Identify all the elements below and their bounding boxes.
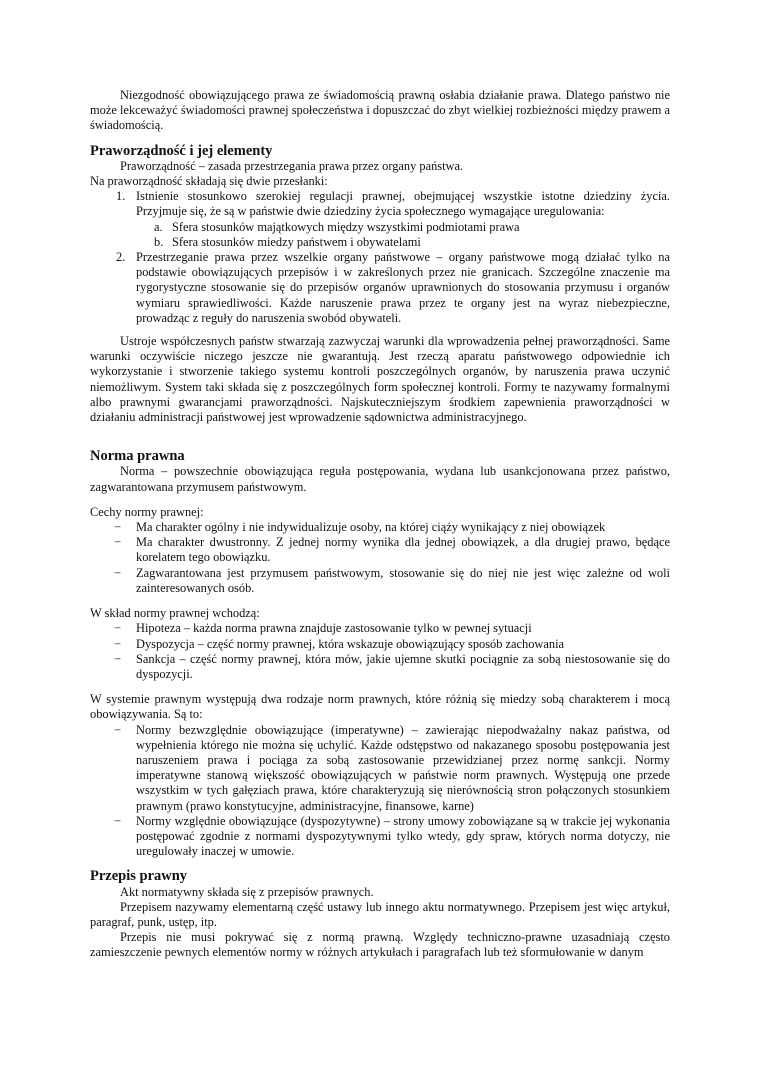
dash-bullet: − (114, 565, 121, 580)
intro-paragraph: Niezgodność obowiązującego prawa ze świadomością prawną osłabia działanie prawa. Dlatego państwo nie może lekceważyć świadomości prawnej społeczeństwa i dopuszczać do zbyt wielkiej rozbieżności między prawem a świadomością. (90, 88, 670, 133)
features-lead: Cechy normy prawnej: (90, 504, 204, 519)
parts-list (90, 621, 670, 682)
feature-text: Zagwarantowana jest przymusem państwowym, stosowanie się do niej nie jest więc zależne od woli zainteresowanych osób. (136, 565, 670, 595)
types-lead: W systemie prawnym występują dwa rodzaje norm prawnych, które różnią się miedzy sobą charakterem i mocą obowiązywania. Są to: (90, 692, 670, 722)
heading-praworzadnosc: Praworządność i jej elementy (90, 142, 273, 159)
przepis-paragraph-1: Akt normatywny składa się z przepisów prawnych. (120, 884, 374, 899)
document-page (90, 88, 670, 961)
dash-bullet: − (114, 651, 121, 666)
premise-number: 2. (116, 250, 126, 265)
sphere-item (90, 220, 670, 235)
type-text: Normy względnie obowiązujące (dyspozytywne) – strony umowy zobowiązane są w trakcie jej wykonania postępować zgodnie z normami dyspozytywnymi tylko wtedy, gdy spraw, których norma dotyczy, nie uregulowały inaczej w umowie. (136, 813, 670, 859)
dash-bullet: − (114, 621, 121, 636)
types-list (90, 723, 670, 860)
przepis-paragraph-2: Przepisem nazywamy elementarną część ustawy lub innego aktu normatywnego. Przepisem jest więc artykuł, paragraf, punk, ustęp, itp. (90, 899, 670, 929)
feature-item (90, 535, 670, 565)
parts-lead: W skład normy prawnej wchodzą: (90, 606, 260, 621)
dash-bullet: − (114, 520, 121, 535)
premise-number: 1. (116, 189, 126, 204)
part-text: Hipoteza – każda norma prawna znajduje zastosowanie tylko w pewnej sytuacji (136, 621, 532, 636)
heading-przepis-prawny: Przepis prawny (90, 868, 188, 885)
part-item (90, 637, 670, 652)
part-text: Dyspozycja – część normy prawnej, która wskazuje obowiązujący sposób zachowania (136, 636, 565, 651)
ustroje-paragraph: Ustroje współczesnych państw stwarzają zazwyczaj warunki dla wprowadzenia pełnej praworządności. Same warunki oczywiście niczego jeszcze nie gwarantują. Jest rzeczą aparatu państwowego odpowiednie ich wykorzystanie i stworzenie takiego systemu kontroli poszczególnych organów, by naruszenia prawa uczynić niemożliwym. System taki składa się z poszczególnych form społecznej kontroli. Formy te nazywamy formalnymi albo prawnymi gwarancjami praworządności. Najskuteczniejszym środkiem zapewnienia praworządności w działaniu administracji państwowej jest wprowadzenie sądownictwa administracyjnego. (90, 334, 670, 425)
premise-text: Przestrzeganie prawa przez wszelkie organy państwowe – organy państwowe mogą działać tylko na podstawie obowiązujących przepisów i w zakreślonych przez nie granicach. Szczególne znaczenie ma rygorystyczne stosowanie się do przepisów organów uprawnionych do stosowania przymusu i organów wymiaru sprawiedliwości. Każde naruszenie prawa przez te organy jest na wyraz niebezpieczne, prowadząc z reguły do naruszenia swobód obywateli. (136, 250, 670, 325)
dash-bullet: − (114, 535, 121, 550)
part-text: Sankcja – część normy prawnej, która mów, jakie ujemne skutki pociągnie za sobą niestosowanie się do dyspozycji. (136, 651, 670, 681)
praworzadnosc-lead: Na praworządność składają się dwie przesłanki: (90, 174, 328, 189)
feature-item (90, 566, 670, 596)
spheres-list (136, 220, 670, 250)
features-list (90, 520, 670, 596)
type-text: Normy bezwzględnie obowiązujące (imperatywne) – zawierając niepodważalny nakaz państwa, od wypełnienia którego nie można się uchylić. Każde odstępstwo od nakazanego sposobu postępowania jest naruszeniem prawa i pociąga za sobą zastosowanie przewidzianej przez normę sankcji. Normy imperatywne stanową większość obowiązujących w państwie norm prawnych. Występują one przede wszystkim w tych gałęziach prawa, które charakteryzują się nierównością stron połączonych stosunkiem prawnym (prawo konstytucyjne, administracyjne, finansowe, karne) (136, 722, 670, 813)
feature-text: Ma charakter ogólny i nie indywidualizuje osoby, na której ciąży wynikający z niej obowiązek (136, 520, 606, 535)
dash-bullet: − (114, 813, 121, 828)
premises-list (90, 189, 670, 326)
part-item (90, 652, 670, 682)
przepis-paragraph-3: Przepis nie musi pokrywać się z normą prawną. Względy techniczno-prawne uzasadniają często zamieszczenie pewnych elementów normy w różnych artykułach i paragrafach lub też sformułowanie w danym (90, 930, 670, 960)
heading-norma-prawna: Norma prawna (90, 448, 185, 465)
premise-text: Istnienie stosunkowo szerokiej regulacji prawnej, obejmującej wszystkie istotne dziedziny życia. Przyjmuje się, że są w państwie dwie dziedziny życia społecznego wymagające uregulowania: (136, 189, 670, 219)
premise-item-1 (90, 189, 670, 250)
sphere-letter: b. (154, 234, 164, 249)
type-item (90, 723, 670, 814)
praworzadnosc-definition: Praworządność – zasada przestrzegania prawa przez organy państwa. (120, 158, 464, 173)
sphere-text: Sfera stosunków miedzy państwem i obywatelami (172, 234, 421, 249)
part-item (90, 621, 670, 636)
norma-definition: Norma – powszechnie obowiązująca reguła postępowania, wydana lub usankcjonowana przez państwo, zagwarantowana przymusem państwowym. (90, 464, 670, 494)
feature-text: Ma charakter dwustronny. Z jednej normy wynika dla jednej obowiązek, a dla drugiej prawo, będące korelatem tego obowiązku. (136, 535, 670, 565)
dash-bullet: − (114, 722, 121, 737)
type-item (90, 814, 670, 860)
sphere-text: Sfera stosunków majątkowych między wszystkimi podmiotami prawa (172, 219, 520, 234)
feature-item (90, 520, 670, 535)
sphere-letter: a. (154, 219, 163, 234)
dash-bullet: − (114, 636, 121, 651)
premise-item-2 (90, 250, 670, 326)
sphere-item (90, 235, 670, 250)
